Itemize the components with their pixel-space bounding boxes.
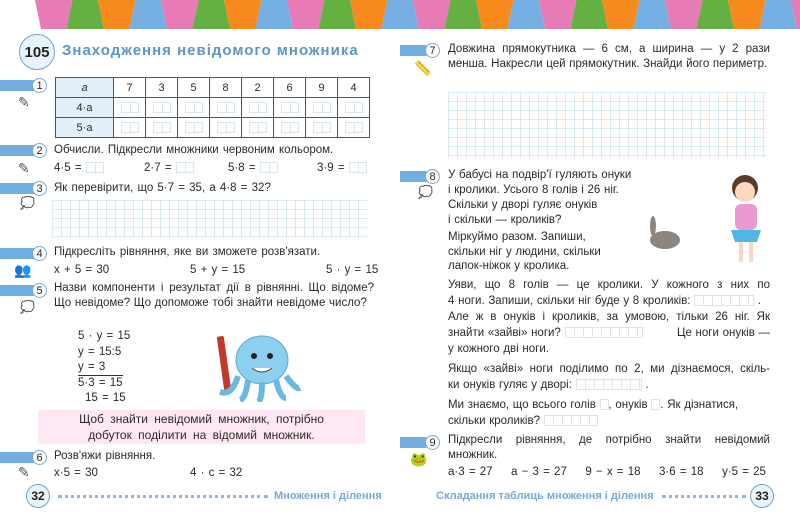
solution-line: 5·3 = 15: [78, 376, 123, 389]
bunting-flag: [67, 0, 105, 29]
answer-cell[interactable]: [210, 98, 242, 118]
frog-icon: 🐸: [410, 451, 428, 467]
row-label: 5·a: [56, 118, 114, 138]
multiplication-table: [55, 77, 370, 138]
equation[interactable]: 9 − x = 18: [585, 466, 641, 478]
lesson-title: Знаходження невідомого множника: [62, 42, 359, 59]
answer-cell[interactable]: [114, 118, 146, 138]
rule-box: [38, 410, 365, 444]
value-cell: 7: [114, 78, 146, 98]
answer-cell[interactable]: [242, 118, 274, 138]
expression: 2·7 =: [144, 161, 194, 177]
answer-cell[interactable]: [114, 98, 146, 118]
drawing-grid[interactable]: [448, 92, 766, 158]
row-label: 4·a: [56, 98, 114, 118]
bunting-flag: [382, 0, 420, 29]
solution-line: 5 · y = 15: [78, 330, 131, 342]
question-icon: 💭: [20, 300, 35, 314]
page-number-left: 32: [26, 484, 50, 508]
answer-cell[interactable]: [146, 98, 178, 118]
task-number: 4: [32, 246, 47, 261]
hint-text: Міркуймо разом. Запиши, скільки ніг у людини, скільки лапок-ніжок у кролика.: [448, 231, 601, 272]
girl-rabbit-illustration: [645, 168, 765, 268]
solution-steps: [78, 329, 130, 407]
answer-box[interactable]: [694, 295, 754, 306]
bunting-flag: [728, 0, 766, 29]
dotted-divider: [58, 495, 268, 498]
bunting-flag: [319, 0, 357, 29]
pencil-icon: ✎: [18, 160, 30, 176]
task-number: 2: [32, 143, 47, 158]
answer-box[interactable]: [576, 379, 642, 390]
answer-box[interactable]: [651, 399, 660, 410]
answer-box[interactable]: [565, 327, 643, 338]
task-text: Як перевірити, що 5·7 = 35, а 4·8 = 32?: [54, 182, 271, 194]
equation-list: [448, 465, 766, 481]
equation[interactable]: y·5 = 25: [722, 466, 766, 478]
answer-cell[interactable]: [274, 98, 306, 118]
task-number: 3: [32, 181, 47, 196]
rule-line: Щоб знайти невідомий множник, потрібно: [79, 412, 324, 426]
task-number: 8: [425, 169, 440, 184]
dotted-divider: [662, 495, 746, 498]
bunting-flag: [35, 0, 73, 29]
page-number-right: 33: [750, 484, 774, 508]
question-icon: 💭: [20, 196, 35, 210]
answer-cell[interactable]: [306, 118, 338, 138]
bunting-flag: [602, 0, 640, 29]
answer-cell[interactable]: [210, 118, 242, 138]
pencil-icon: ✎: [18, 94, 30, 110]
value-cell: 4: [338, 78, 370, 98]
task-text: Підкресли рівняння, де потрібно знайти невідомий множник.: [448, 434, 770, 461]
task-text: Довжина прямокутника — 6 см, а ширина — у 2 рази менша. Накресли цей прямокутник. Знайди його периметр.: [448, 43, 770, 70]
value-cell: 6: [274, 78, 306, 98]
solution-line: y = 15:5: [78, 345, 122, 358]
solution-line: y = 3: [78, 360, 123, 376]
task-number: 5: [32, 283, 47, 298]
section-title-left: Множення і ділення: [274, 490, 382, 502]
answer-cell[interactable]: [306, 98, 338, 118]
value-cell: 3: [146, 78, 178, 98]
expression: 4·5 =: [54, 161, 104, 177]
answer-cell[interactable]: [338, 118, 370, 138]
bunting-flag: [287, 0, 325, 29]
equation[interactable]: a − 3 = 27: [511, 466, 567, 478]
bunting-flag: [193, 0, 231, 29]
answer-cell[interactable]: [146, 118, 178, 138]
question-icon: 💭: [418, 185, 433, 199]
equation[interactable]: x + 5 = 30: [54, 264, 110, 276]
rule-line: добуток поділити на відомий множник.: [88, 428, 315, 442]
reasoning-text: Уяви, що 8 голів — це кролики. У кожного з них по 4 ноги. Запиши, скільки ніг буде у 8 кроликів: . Але ж в онуків і кроликів, за умовою, тільки 26 ніг. Як знайти «зайві» ноги? Це ноги онуків — у кожного дві ноги. Якщо «зайві» ноги поділимо по 2, ми дізнаємося, скіль- ки онуків гуляє у дворі: . Ми знаємо, що всього голів , онуків . Як дізнатися, скільки кроликів?: [448, 279, 770, 427]
task-number: 1: [32, 78, 47, 93]
value-cell: 8: [210, 78, 242, 98]
answer-box[interactable]: [600, 399, 609, 410]
equation: 4 · c = 32: [190, 467, 243, 479]
task-number: 9: [425, 435, 440, 450]
bunting-flag: [571, 0, 609, 29]
expression: 5·8 =: [228, 161, 278, 177]
equation[interactable]: 5 · y = 15: [326, 264, 379, 276]
bunting-flag: [130, 0, 168, 29]
bunting-flag: [350, 0, 388, 29]
equation[interactable]: a·3 = 27: [448, 466, 493, 478]
bunting-flag: [445, 0, 483, 29]
task-text: Підкресліть рівняння, яке ви зможете розв'язати.: [54, 246, 321, 258]
task-text: Обчисли. Підкресли множники червоним кольором.: [54, 144, 334, 156]
bunting-flag: [98, 0, 136, 29]
bunting-flag: [256, 0, 294, 29]
bunting-flag: [161, 0, 199, 29]
lesson-number: 105: [19, 34, 55, 70]
equation: x·5 = 30: [54, 467, 98, 479]
answer-cell[interactable]: [178, 98, 210, 118]
pair-icon: 👥: [14, 262, 32, 278]
expression: 3·9 =: [317, 161, 367, 177]
answer-cell[interactable]: [242, 98, 274, 118]
bunting-flag: [413, 0, 451, 29]
bunting-flag: [634, 0, 672, 29]
bunting-flag: [697, 0, 735, 29]
bunting-flag: [665, 0, 703, 29]
value-cell: 5: [178, 78, 210, 98]
bunting-flag: [224, 0, 262, 29]
task-number: 7: [425, 43, 440, 58]
bunting-banner: [35, 0, 800, 29]
answer-grid[interactable]: [52, 200, 367, 238]
header-cell: a: [56, 78, 114, 98]
task-text: Назви компоненти і результат дії в рівнянні. Що відоме? Що невідоме? Що допоможе тобі знайти невідоме число?: [54, 282, 374, 309]
octopus-illustration: [212, 330, 302, 402]
value-cell: 9: [306, 78, 338, 98]
bunting-flag: [760, 0, 798, 29]
value-cell: 2: [242, 78, 274, 98]
task-number: 6: [32, 450, 47, 465]
task-text: У бабусі на подвір'ї гуляють онуки і кролики. Усього 8 голів і 26 ніг. Скільки у дворі гуляє онуків і скільки — кроликів?: [448, 169, 632, 226]
bunting-flag: [508, 0, 546, 29]
bunting-flag: [476, 0, 514, 29]
equation[interactable]: 5 + y = 15: [190, 264, 246, 276]
answer-cell[interactable]: [178, 118, 210, 138]
answer-box[interactable]: [544, 415, 598, 426]
section-title-right: Складання таблиць множення і ділення: [436, 490, 654, 502]
answer-cell[interactable]: [338, 98, 370, 118]
pencil-icon: ✎: [18, 464, 30, 480]
bunting-flag: [539, 0, 577, 29]
equation[interactable]: 3·6 = 18: [659, 466, 704, 478]
solution-line: 15 = 15: [85, 392, 126, 404]
answer-cell[interactable]: [274, 118, 306, 138]
task-text: Розв'яжи рівняння.: [54, 450, 156, 462]
ruler-icon: 📏: [414, 60, 432, 76]
